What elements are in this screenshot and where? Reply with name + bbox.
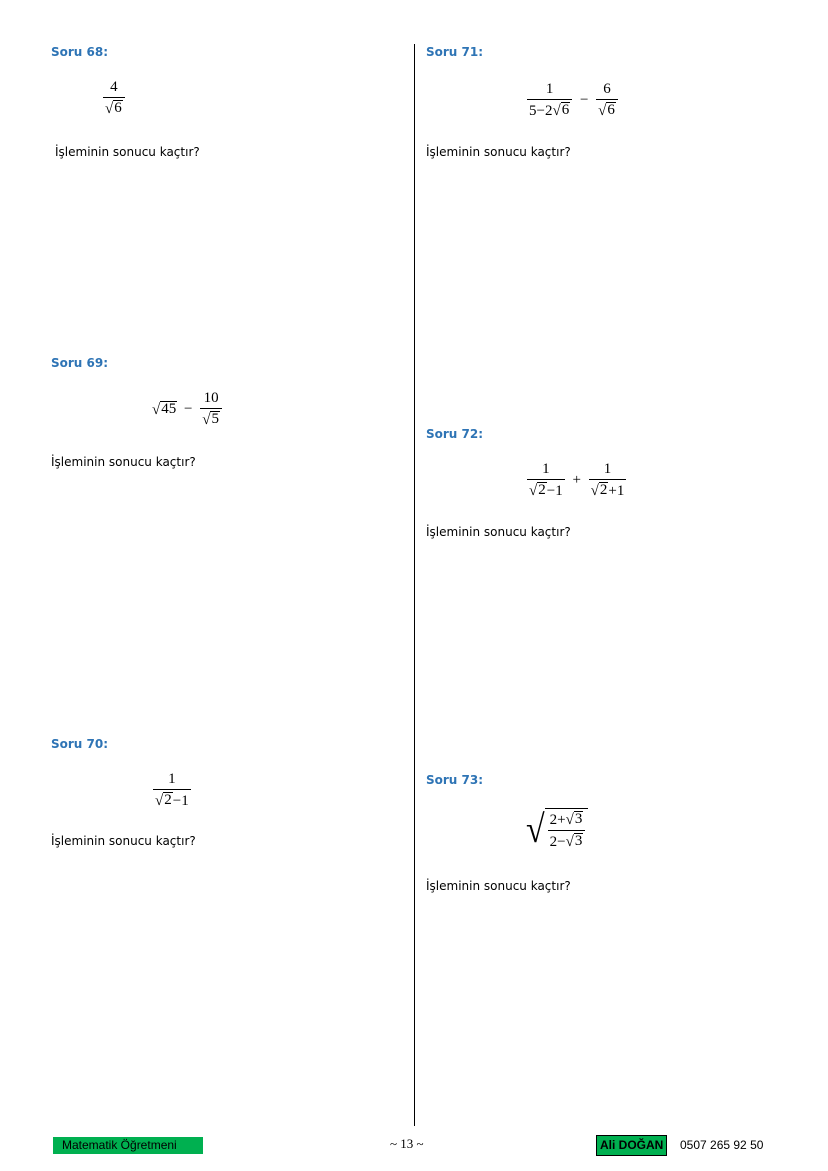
square-root: √ 3	[565, 832, 583, 850]
question-text-71: İşleminin sonucu kaçtır?	[426, 145, 571, 159]
square-root: √ 6	[105, 100, 122, 117]
expression-70	[152, 772, 192, 809]
numerator: 1	[168, 771, 176, 787]
question-text-68: İşleminin sonucu kaçtır?	[55, 145, 200, 159]
numerator: 10	[203, 390, 219, 406]
square-root: √ 6	[598, 102, 615, 119]
plus-sign: +	[572, 471, 581, 488]
numerator: 6	[603, 81, 611, 97]
denominator	[200, 408, 222, 428]
page-number: ~ 13 ~	[390, 1136, 424, 1151]
square-root: √ 3	[565, 811, 583, 828]
square-root: √ 2	[155, 792, 172, 809]
square-root: √ 45	[152, 401, 177, 418]
square-root: √ 2	[529, 482, 546, 499]
question-title-72: Soru 72:	[426, 427, 484, 441]
footer-subject: Matematik Öğretmeni	[53, 1137, 203, 1154]
denominator: √ 2 +1	[589, 479, 627, 499]
numerator: 1	[542, 461, 550, 477]
square-root: √ 6	[552, 102, 570, 119]
square-root: √ 2	[590, 482, 608, 499]
fraction	[589, 462, 627, 499]
column-divider	[414, 44, 415, 1126]
question-title-69: Soru 69:	[51, 356, 109, 370]
question-text-72: İşleminin sonucu kaçtır?	[426, 525, 571, 539]
expression-69	[152, 391, 223, 428]
question-title-70: Soru 70:	[51, 737, 109, 751]
numerator: 1	[545, 81, 554, 97]
denominator	[103, 97, 125, 117]
numerator: 4	[110, 79, 118, 95]
fraction	[200, 391, 222, 428]
fraction	[548, 811, 586, 850]
numerator: 2+ √ 3	[549, 811, 583, 828]
fraction	[103, 80, 125, 117]
minus-sign: −	[579, 91, 589, 108]
minus-sign: −	[183, 400, 193, 417]
expression-72	[526, 462, 627, 499]
footer-author: Ali DOĞAN	[596, 1135, 667, 1156]
fraction	[527, 82, 572, 119]
expression-73	[526, 808, 588, 850]
big-square-root: √ 2+ √ 3 2− √ 3	[526, 808, 588, 850]
question-text-73: İşleminin sonucu kaçtır?	[426, 879, 571, 893]
denominator: 2− √ 3	[548, 830, 586, 850]
fraction	[527, 462, 565, 499]
question-text-70: İşleminin sonucu kaçtır?	[51, 834, 196, 848]
footer-phone: 0507 265 92 50	[680, 1138, 764, 1152]
question-title-73: Soru 73:	[426, 773, 484, 787]
denominator-rest: −1	[172, 792, 189, 809]
expression-68	[102, 80, 126, 117]
question-title-71: Soru 71:	[426, 45, 484, 59]
denominator: 5−2 √ 6	[527, 99, 572, 119]
numerator: 1	[603, 461, 612, 477]
denominator	[596, 99, 618, 119]
fraction	[153, 772, 191, 809]
question-title-68: Soru 68:	[51, 45, 109, 59]
question-text-69: İşleminin sonucu kaçtır?	[51, 455, 196, 469]
denominator: √ 2 −1	[527, 479, 565, 499]
fraction	[596, 82, 618, 119]
expression-71	[526, 82, 619, 119]
denominator	[153, 789, 191, 809]
square-root: √ 5	[202, 411, 219, 428]
